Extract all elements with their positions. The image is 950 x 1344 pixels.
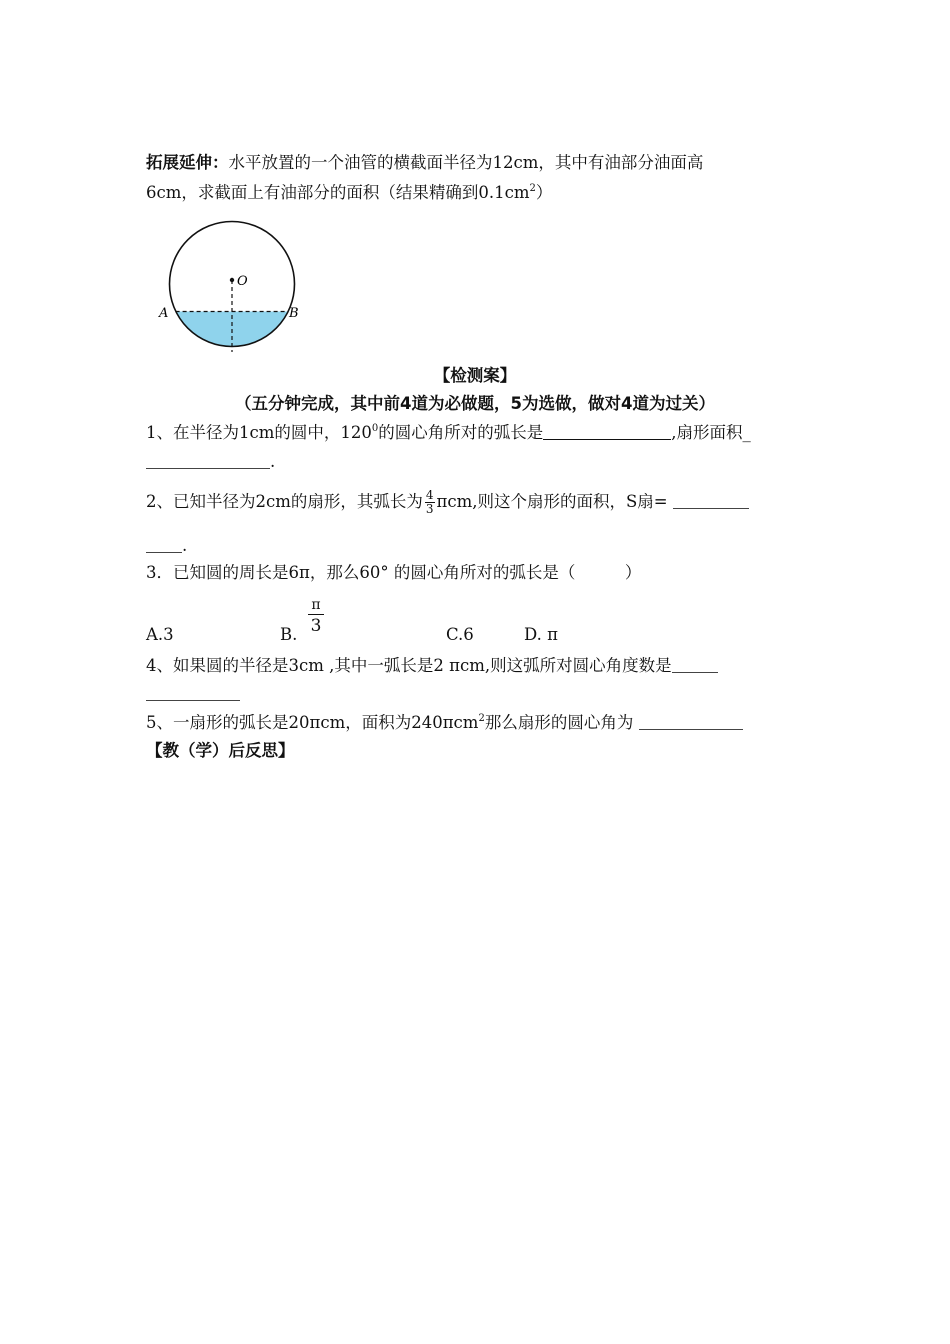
reflection-title: 【教（学）后反思】 bbox=[146, 741, 295, 760]
q2-text-b: πcm,则这个扇形的面积，S扇= bbox=[436, 492, 673, 511]
q1-text-a: 1、在半径为1cm的圆中，120 bbox=[146, 423, 372, 442]
q1-end: . bbox=[270, 452, 276, 471]
extension-label: 拓展延伸： bbox=[146, 153, 229, 172]
q2-fraction bbox=[425, 489, 435, 516]
q5-sup: 2 bbox=[478, 713, 485, 724]
q5-text-a: 5、一扇形的弧长是20πcm，面积为240πcm bbox=[146, 713, 479, 732]
question-2-line-1 bbox=[146, 489, 749, 516]
check-section-subtitle: （五分钟完成，其中前4道为必做题，5为选做，做对4道为过关） bbox=[235, 394, 715, 413]
q1-sup: 0 bbox=[371, 423, 379, 434]
q3-option-a[interactable]: A.3 bbox=[146, 625, 174, 644]
question-2-line-2 bbox=[146, 535, 187, 557]
q3-option-c[interactable]: C.6 bbox=[446, 625, 474, 644]
q3-option-b-fraction bbox=[308, 596, 324, 635]
q5-angle-blank[interactable] bbox=[639, 713, 743, 730]
extension-line-1 bbox=[146, 152, 703, 174]
q3-option-b[interactable]: B. bbox=[280, 625, 298, 644]
q2-text-a: 2、已知半径为2cm的扇形，其弧长为 bbox=[146, 492, 423, 511]
q3-option-b-num: π bbox=[311, 597, 321, 613]
q2-end: . bbox=[182, 536, 188, 555]
q1-text-b: 的圆心角所对的弧长是 bbox=[378, 423, 544, 442]
question-3: 3．已知圆的周长是6π，那么60° 的圆心角所对的弧长是（ ） bbox=[146, 563, 642, 582]
q1-arc-length-blank[interactable] bbox=[543, 423, 671, 440]
label-b: B bbox=[289, 306, 299, 321]
extension-text-2a: 6cm，求截面上有油部分的面积（结果精确到0.1cm bbox=[146, 183, 530, 202]
extension-sup: 2 bbox=[529, 183, 536, 194]
extension-text-1: 水平放置的一个油管的横截面半径为12cm，其中有油部分油面高 bbox=[228, 153, 704, 172]
q1-sector-area-blank[interactable] bbox=[146, 452, 270, 469]
q2-area-blank[interactable] bbox=[673, 492, 749, 509]
q3-option-d[interactable]: D. π bbox=[524, 625, 558, 644]
q5-text-b: 那么扇形的圆心角为 bbox=[484, 713, 639, 732]
q1-text-c: ,扇形面积_ bbox=[671, 423, 751, 442]
q4-text: 4、如果圆的半径是3cm ,其中一弧长是2 πcm,则这弧所对圆心角度数是 bbox=[146, 656, 672, 675]
center-point bbox=[230, 278, 234, 282]
q2-fraction-den: 3 bbox=[425, 502, 434, 516]
q2-fraction-num: 4 bbox=[425, 488, 434, 502]
extension-line-2 bbox=[146, 182, 552, 204]
label-a: A bbox=[159, 306, 169, 321]
question-3-options bbox=[146, 624, 626, 646]
q3-option-b-den: 3 bbox=[308, 614, 324, 635]
question-1-line-2 bbox=[146, 451, 275, 473]
question-5 bbox=[146, 712, 743, 734]
question-1-line-1 bbox=[146, 422, 751, 444]
question-4-line-2 bbox=[146, 683, 240, 705]
extension-text-2b: ） bbox=[535, 183, 553, 202]
q2-area-blank-continued[interactable] bbox=[146, 536, 182, 553]
check-section-title: 【检测案】 bbox=[433, 366, 517, 385]
label-o: O bbox=[237, 274, 248, 289]
q4-angle-blank[interactable] bbox=[672, 656, 718, 673]
oil-pipe-figure bbox=[155, 214, 315, 356]
q4-angle-blank-continued[interactable] bbox=[146, 684, 240, 701]
question-4-line-1 bbox=[146, 655, 718, 677]
